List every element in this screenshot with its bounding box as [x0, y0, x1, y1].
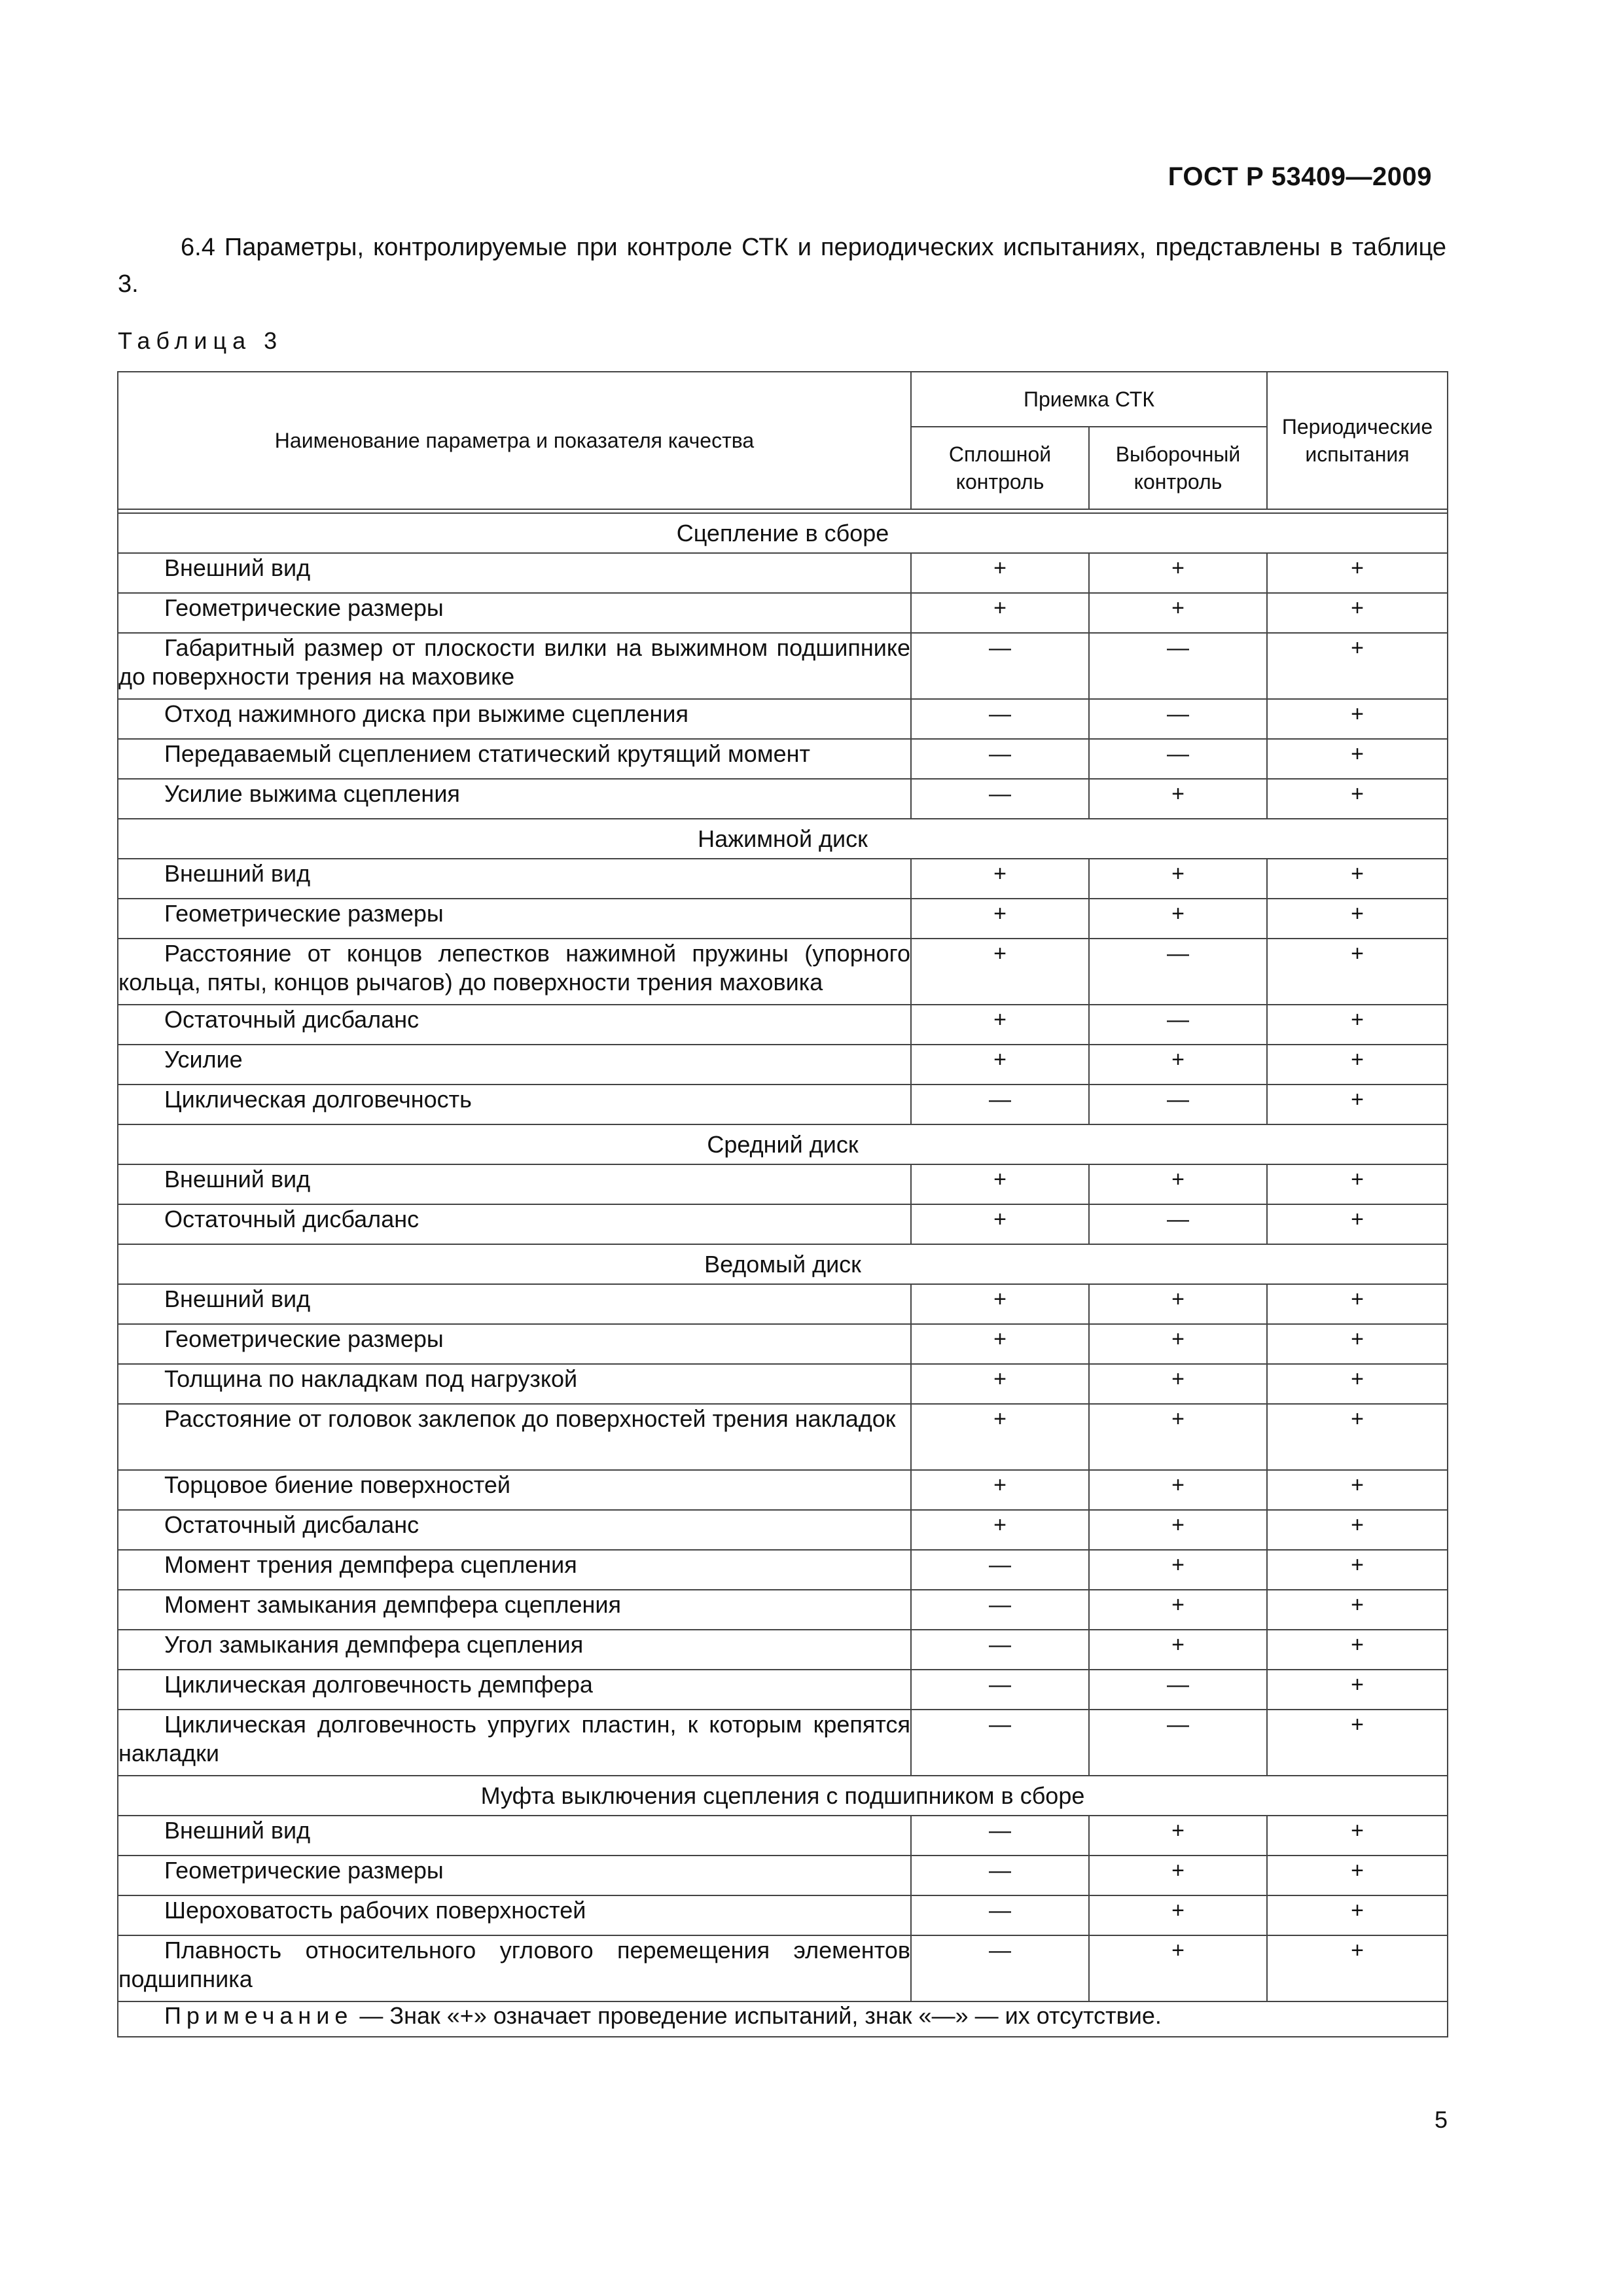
- continuous-control-cell: +: [911, 1284, 1089, 1324]
- section-header-row: [118, 1776, 1448, 1816]
- parameter-name-cell: Остаточный дисбаланс: [118, 1204, 911, 1244]
- header-periodic: Периодические испытания: [1267, 372, 1448, 509]
- periodic-tests-cell: +: [1267, 1550, 1448, 1590]
- parameter-name-cell: Внешний вид: [118, 1284, 911, 1324]
- parameter-name-cell: Торцовое биение поверхностей: [118, 1470, 911, 1510]
- selective-control-cell: —: [1089, 699, 1267, 739]
- continuous-control-cell: —: [911, 633, 1089, 699]
- continuous-control-cell: +: [911, 939, 1089, 1005]
- periodic-tests-cell: +: [1267, 593, 1448, 633]
- header-selective: Выборочный контроль: [1089, 427, 1267, 509]
- section-header-row: [118, 513, 1448, 553]
- periodic-tests-cell: +: [1267, 553, 1448, 593]
- selective-control-cell: +: [1089, 1364, 1267, 1404]
- selective-control-cell: —: [1089, 1005, 1267, 1045]
- continuous-control-cell: +: [911, 1404, 1089, 1470]
- table-row: [118, 739, 1448, 779]
- parameter-name-cell: Циклическая долговечность упругих пластин, к которым крепятся накладки: [118, 1710, 911, 1776]
- continuous-control-cell: —: [911, 1935, 1089, 2001]
- parameter-name-cell: Момент замыкания демпфера сцепления: [118, 1590, 911, 1630]
- table-body: [118, 509, 1448, 2037]
- parameters-table: [117, 371, 1448, 2037]
- table-row: [118, 593, 1448, 633]
- periodic-tests-cell: +: [1267, 779, 1448, 819]
- parameter-name-cell: Шероховатость рабочих поверхностей: [118, 1895, 911, 1935]
- selective-control-cell: +: [1089, 1045, 1267, 1085]
- parameter-name-cell: Циклическая долговечность демпфера: [118, 1670, 911, 1710]
- page-number: 5: [1434, 2106, 1448, 2133]
- table-row: [118, 1364, 1448, 1404]
- table-row: [118, 1045, 1448, 1085]
- table-row: [118, 1204, 1448, 1244]
- table-row: [118, 859, 1448, 899]
- section-header-row: [118, 1244, 1448, 1284]
- continuous-control-cell: +: [911, 899, 1089, 939]
- selective-control-cell: +: [1089, 593, 1267, 633]
- periodic-tests-cell: +: [1267, 899, 1448, 939]
- table-row: [118, 1284, 1448, 1324]
- table-row: [118, 1404, 1448, 1470]
- table-note-row: [118, 2001, 1448, 2037]
- parameter-name-cell: Угол замыкания демпфера сцепления: [118, 1630, 911, 1670]
- continuous-control-cell: +: [911, 553, 1089, 593]
- selective-control-cell: —: [1089, 1204, 1267, 1244]
- section-title: Нажимной диск: [118, 819, 1448, 859]
- continuous-control-cell: —: [911, 1590, 1089, 1630]
- table-row: [118, 1856, 1448, 1895]
- continuous-control-cell: +: [911, 1470, 1089, 1510]
- selective-control-cell: —: [1089, 939, 1267, 1005]
- parameter-name-cell: Момент трения демпфера сцепления: [118, 1550, 911, 1590]
- selective-control-cell: —: [1089, 633, 1267, 699]
- selective-control-cell: +: [1089, 1630, 1267, 1670]
- section-title: Ведомый диск: [118, 1244, 1448, 1284]
- header-acceptance: Приемка СТК: [911, 372, 1267, 427]
- continuous-control-cell: —: [911, 1895, 1089, 1935]
- table-row: [118, 1085, 1448, 1124]
- table-row: [118, 1816, 1448, 1856]
- document-code: ГОСТ Р 53409—2009: [1168, 162, 1432, 191]
- section-title: Муфта выключения сцепления с подшипником в сборе: [118, 1776, 1448, 1816]
- periodic-tests-cell: +: [1267, 1164, 1448, 1204]
- parameter-name-cell: Геометрические размеры: [118, 1856, 911, 1895]
- parameter-name-cell: Усилие выжима сцепления: [118, 779, 911, 819]
- periodic-tests-cell: +: [1267, 1204, 1448, 1244]
- table-row: [118, 1005, 1448, 1045]
- continuous-control-cell: —: [911, 1816, 1089, 1856]
- table-row: [118, 1935, 1448, 2001]
- periodic-tests-cell: +: [1267, 1470, 1448, 1510]
- section-header-row: [118, 819, 1448, 859]
- parameter-name-cell: Остаточный дисбаланс: [118, 1510, 911, 1550]
- table-row: [118, 1324, 1448, 1364]
- table-row: [118, 1510, 1448, 1550]
- intro-paragraph: 6.4 Параметры, контролируемые при контроле СТК и периодических испытаниях, представлены в таблице 3.: [118, 234, 1446, 298]
- table-row: [118, 1895, 1448, 1935]
- header-parameter-name: Наименование параметра и показателя качества: [118, 372, 911, 509]
- continuous-control-cell: —: [911, 1670, 1089, 1710]
- selective-control-cell: +: [1089, 1590, 1267, 1630]
- periodic-tests-cell: +: [1267, 699, 1448, 739]
- periodic-tests-cell: +: [1267, 1895, 1448, 1935]
- table-row: [118, 1710, 1448, 1776]
- periodic-tests-cell: +: [1267, 1085, 1448, 1124]
- parameter-name-cell: Передаваемый сцеплением статический крутящий момент: [118, 739, 911, 779]
- continuous-control-cell: +: [911, 1005, 1089, 1045]
- continuous-control-cell: —: [911, 1710, 1089, 1776]
- section-header-row: [118, 1124, 1448, 1164]
- selective-control-cell: —: [1089, 1670, 1267, 1710]
- selective-control-cell: +: [1089, 779, 1267, 819]
- parameter-name-cell: Внешний вид: [118, 1164, 911, 1204]
- continuous-control-cell: +: [911, 593, 1089, 633]
- periodic-tests-cell: +: [1267, 633, 1448, 699]
- selective-control-cell: +: [1089, 1550, 1267, 1590]
- section-title: Сцепление в сборе: [118, 513, 1448, 553]
- parameter-name-cell: Расстояние от головок заклепок до поверхностей трения накладок: [118, 1404, 911, 1470]
- selective-control-cell: +: [1089, 1324, 1267, 1364]
- table-row: [118, 899, 1448, 939]
- periodic-tests-cell: +: [1267, 1510, 1448, 1550]
- periodic-tests-cell: +: [1267, 1590, 1448, 1630]
- selective-control-cell: +: [1089, 1164, 1267, 1204]
- selective-control-cell: +: [1089, 1510, 1267, 1550]
- continuous-control-cell: —: [911, 1630, 1089, 1670]
- continuous-control-cell: —: [911, 699, 1089, 739]
- selective-control-cell: +: [1089, 553, 1267, 593]
- periodic-tests-cell: +: [1267, 1284, 1448, 1324]
- parameter-name-cell: Плавность относительного углового перемещения элементов подшипника: [118, 1935, 911, 2001]
- continuous-control-cell: —: [911, 1550, 1089, 1590]
- selective-control-cell: +: [1089, 1470, 1267, 1510]
- periodic-tests-cell: +: [1267, 1364, 1448, 1404]
- table-note: [118, 2001, 1448, 2037]
- continuous-control-cell: —: [911, 1085, 1089, 1124]
- table-row: [118, 1550, 1448, 1590]
- continuous-control-cell: —: [911, 739, 1089, 779]
- section-title: Средний диск: [118, 1124, 1448, 1164]
- selective-control-cell: +: [1089, 1404, 1267, 1470]
- table-row: [118, 779, 1448, 819]
- continuous-control-cell: —: [911, 779, 1089, 819]
- table-row: [118, 633, 1448, 699]
- table-row: [118, 1164, 1448, 1204]
- parameter-name-cell: Остаточный дисбаланс: [118, 1005, 911, 1045]
- continuous-control-cell: +: [911, 1324, 1089, 1364]
- selective-control-cell: —: [1089, 739, 1267, 779]
- periodic-tests-cell: +: [1267, 939, 1448, 1005]
- table-row: [118, 1470, 1448, 1510]
- selective-control-cell: —: [1089, 1085, 1267, 1124]
- continuous-control-cell: +: [911, 1204, 1089, 1244]
- parameter-name-cell: Геометрические размеры: [118, 1324, 911, 1364]
- periodic-tests-cell: +: [1267, 1816, 1448, 1856]
- table-row: [118, 1590, 1448, 1630]
- parameter-name-cell: Геометрические размеры: [118, 593, 911, 633]
- parameter-name-cell: Внешний вид: [118, 553, 911, 593]
- periodic-tests-cell: +: [1267, 1856, 1448, 1895]
- selective-control-cell: +: [1089, 899, 1267, 939]
- periodic-tests-cell: +: [1267, 1630, 1448, 1670]
- header-continuous: Сплошной контроль: [911, 427, 1089, 509]
- periodic-tests-cell: +: [1267, 739, 1448, 779]
- periodic-tests-cell: +: [1267, 1670, 1448, 1710]
- parameter-name-cell: Внешний вид: [118, 1816, 911, 1856]
- parameter-name-cell: Габаритный размер от плоскости вилки на выжимном подшипнике до поверхности трения на маховике: [118, 633, 911, 699]
- parameter-name-cell: Толщина по накладкам под нагрузкой: [118, 1364, 911, 1404]
- continuous-control-cell: +: [911, 1510, 1089, 1550]
- continuous-control-cell: —: [911, 1856, 1089, 1895]
- periodic-tests-cell: +: [1267, 1710, 1448, 1776]
- table-row: [118, 699, 1448, 739]
- parameter-name-cell: Циклическая долговечность: [118, 1085, 911, 1124]
- parameter-name-cell: Отход нажимного диска при выжиме сцепления: [118, 699, 911, 739]
- selective-control-cell: —: [1089, 1710, 1267, 1776]
- selective-control-cell: +: [1089, 1856, 1267, 1895]
- periodic-tests-cell: +: [1267, 1324, 1448, 1364]
- selective-control-cell: +: [1089, 859, 1267, 899]
- continuous-control-cell: +: [911, 1045, 1089, 1085]
- periodic-tests-cell: +: [1267, 1005, 1448, 1045]
- parameter-name-cell: Внешний вид: [118, 859, 911, 899]
- selective-control-cell: +: [1089, 1895, 1267, 1935]
- continuous-control-cell: +: [911, 1164, 1089, 1204]
- table-caption: Таблица 3: [118, 327, 283, 354]
- parameter-name-cell: Усилие: [118, 1045, 911, 1085]
- table-row: [118, 553, 1448, 593]
- parameter-name-cell: Геометрические размеры: [118, 899, 911, 939]
- periodic-tests-cell: +: [1267, 1045, 1448, 1085]
- table-row: [118, 939, 1448, 1005]
- periodic-tests-cell: +: [1267, 1404, 1448, 1470]
- table-row: [118, 1670, 1448, 1710]
- selective-control-cell: +: [1089, 1935, 1267, 2001]
- parameter-name-cell: Расстояние от концов лепестков нажимной пружины (упорного кольца, пяты, концов рычагов) до поверхности трения маховика: [118, 939, 911, 1005]
- periodic-tests-cell: +: [1267, 859, 1448, 899]
- periodic-tests-cell: +: [1267, 1935, 1448, 2001]
- table-row: [118, 1630, 1448, 1670]
- note-label: Примечание: [164, 2002, 353, 2029]
- selective-control-cell: +: [1089, 1284, 1267, 1324]
- note-text: — Знак «+» означает проведение испытаний, знак «—» — их отсутствие.: [353, 2002, 1162, 2029]
- continuous-control-cell: +: [911, 1364, 1089, 1404]
- continuous-control-cell: +: [911, 859, 1089, 899]
- selective-control-cell: +: [1089, 1816, 1267, 1856]
